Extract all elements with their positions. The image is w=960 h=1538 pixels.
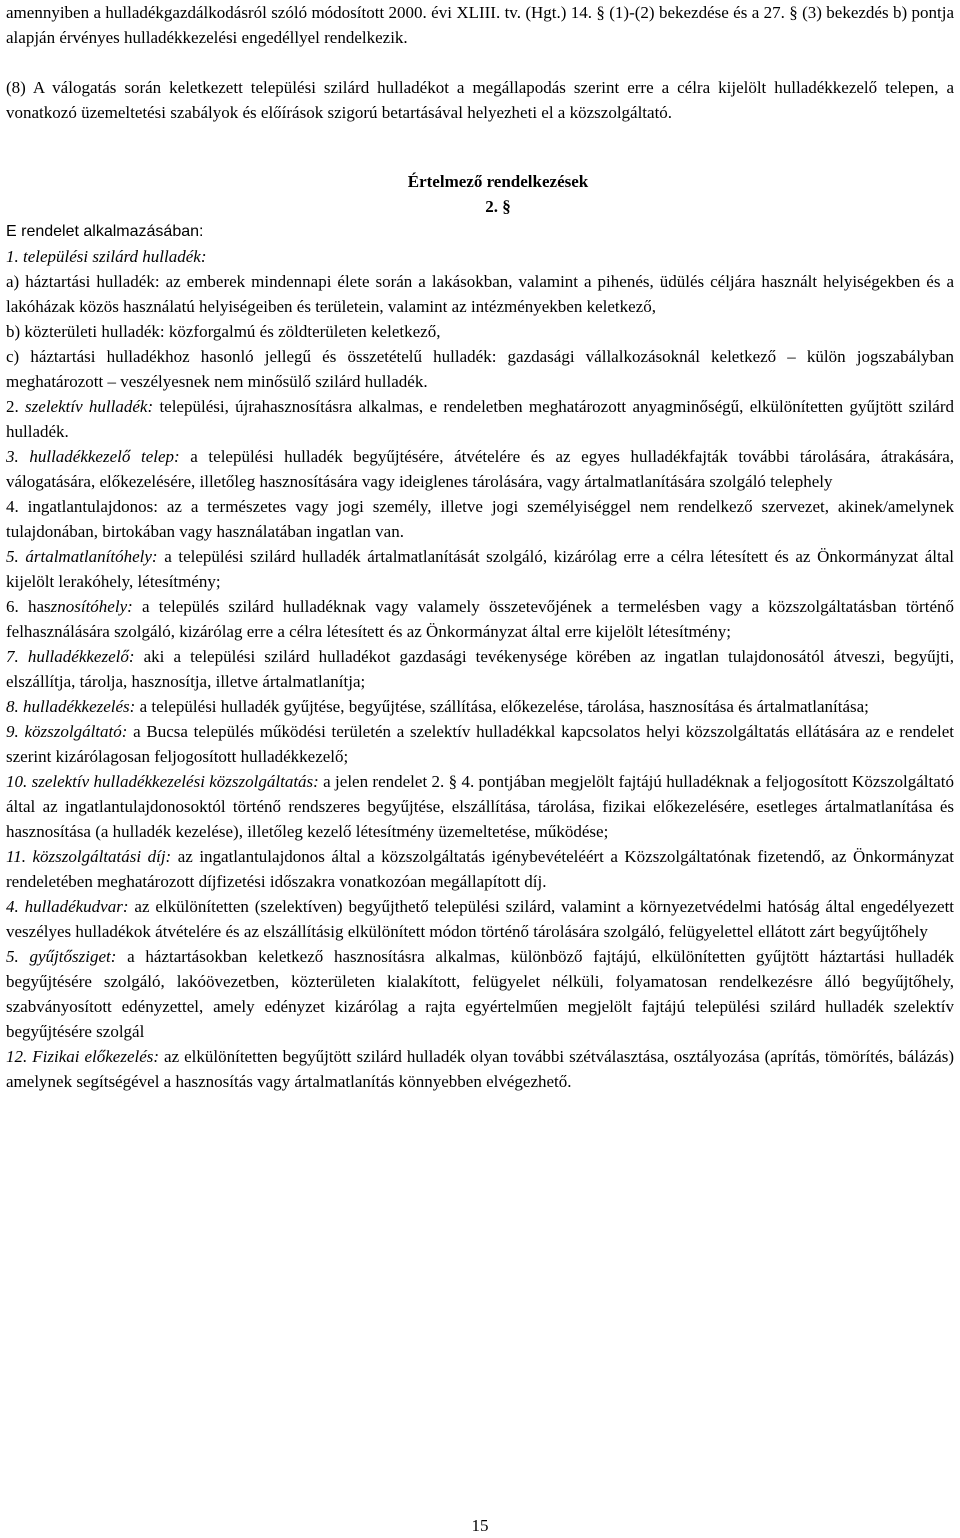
definition-1 <box>6 244 954 269</box>
definition-8 <box>6 694 954 719</box>
definition-hulladekudvar <box>6 894 954 944</box>
definition-number: 10. <box>6 772 28 791</box>
definition-text: a Bucsa település működési területén a szelektív hulladékkal kapcsolatos helyi közszolgáltatás ellátására az e rendelet szerint kizárólagosan feljogosított hulladékkezelő; <box>6 722 954 766</box>
definition-text: az elkülönítetten (szelektíven) begyűjthető települési szilárd, valamint a környezetvédelmi hatóság által engedélyezett veszélyes hulladékok átvételére és az elszállításig elkülönített módon történő tárolására szolgáló, felügyelettel ellátott zárt begyűjtőhely <box>6 897 955 941</box>
definition-number: 7. <box>6 647 19 666</box>
definition-number: 1. <box>6 247 19 266</box>
definition-number: 2. <box>6 397 19 416</box>
intro-line: E rendelet alkalmazásában: <box>6 223 204 240</box>
section-number: 2. § <box>485 197 511 216</box>
page-number: 15 <box>471 1516 489 1535</box>
definition-term: Fizikai előkezelés: <box>27 1047 160 1066</box>
definition-text: a települési hulladék gyűjtése, begyűjtése, szállítása, előkezelése, tárolása, hasznosítása és ártalmatlanítása; <box>135 697 869 716</box>
definition-text: a jelen rendelet 2. § 4. pontjában megjelölt fajtájú hulladéknak a feljogosított Közszolgáltató által az ingatlantulajdonosoktól történő rendszeres begyűjtése, elszállítása, tárolása, fizikai előkezelésére, esetleges ártalmatlanítása és hasznosítása (a hulladék kezelése), illetőleg kezelő létesítmény üzemeltetése, működése; <box>6 772 955 841</box>
definition-text: aki a települési szilárd hulladékot gazdasági tevékenysége körében az ingatlan tulajdonosától átveszi, begyűjti, elszállítja, tárolja, hasznosítja, illetve ártalmatlanítja; <box>6 647 954 691</box>
definition-text: az ingatlantulajdonos által a közszolgáltatás igénybevételéért a Közszolgáltatónak fizetendő, az Önkormányzat rendeletében meghatározott díjfizetési időszakra vonatkozóan megállapított díj. <box>6 847 955 891</box>
definition-text: a település szilárd hulladéknak vagy valamely összetevőjének a termelésben vagy a közszolgáltatásban történő felhasználására szolgáló, kizárólag erre a célra létesített és az Önkormányzat által erre kijelölt létesítmény; <box>6 597 954 641</box>
definition-7 <box>6 644 954 694</box>
definition-text: a települési szilárd hulladék ártalmatlanítását szolgáló, kizárólag erre a célra létesített és az Önkormányzat által kijelölt lerakóhely, létesítmény; <box>6 547 954 591</box>
definition-11 <box>6 844 954 894</box>
paragraph-8: (8) A válogatás során keletkezett települési szilárd hulladékot a megállapodás szerint erre a célra kijelölt hulladékkezelő telepen, a vonatkozó üzemeltetési szabályok és előírások szigorú betartásával helyezheti el a közszolgáltató. <box>6 78 954 122</box>
definition-12 <box>6 1044 954 1094</box>
definition-term: ártalmatlanítóhely: <box>18 547 158 566</box>
definition-number: 5. <box>6 947 19 966</box>
section-title: Értelmező rendelkezések <box>407 172 589 191</box>
document-page <box>6 0 954 1094</box>
definition-4: 4. ingatlantulajdonos: az a természetes vagy jogi személy, illetve jogi személyiséggel nem rendelkező szervezet, akinek/amelynek tulajdonában, birtokában vagy használatában ingatlan van. <box>6 497 954 541</box>
definition-term: szelektív hulladékkezelési közszolgáltatás: <box>27 772 319 791</box>
definition-term: hulladékkezelő: <box>18 647 135 666</box>
definition-term: hulladékkezelő telep: <box>18 447 180 466</box>
definition-6 <box>6 594 954 644</box>
definition-number: 8. <box>6 697 19 716</box>
definition-term: znosítóhely: <box>50 597 133 616</box>
definition-number: 11. <box>6 847 26 866</box>
definition-term: közszolgáltató: <box>18 722 128 741</box>
definition-2 <box>6 394 954 444</box>
definition-text: az elkülönítetten begyűjtött szilárd hulladék olyan további szétválasztása, osztályozása (aprítás, tömörítés, bálázás) amelynek segítségével a hasznosítás vagy ártalmatlanítás könnyebben elvégezhető. <box>6 1047 954 1091</box>
definition-1b: b) közterületi hulladék: közforgalmú és zöldterületen keletkező, <box>6 322 441 341</box>
definition-5 <box>6 544 954 594</box>
spacer <box>6 125 954 169</box>
definition-number: 9. <box>6 722 19 741</box>
definition-number: 6. has <box>6 597 51 616</box>
definition-term: hulladékudvar: <box>18 897 129 916</box>
spacer <box>6 50 954 75</box>
definition-term: szelektív hulladék: <box>18 397 154 416</box>
definition-term: közszolgáltatási díj: <box>26 847 172 866</box>
definition-3 <box>6 444 954 494</box>
definition-term: hulladékkezelés: <box>18 697 136 716</box>
definition-term: gyűjtősziget: <box>18 947 117 966</box>
definition-1a: a) háztartási hulladék: az emberek mindennapi élete során a lakásokban, valamint a pihenés, üdülés céljára használt helyiségekben és a lakóházak közös használatú helyiségeiben és területein, valamint az intézményekben keletkező, <box>6 272 954 316</box>
definition-1c: c) háztartási hulladékhoz hasonló jellegű és összetételű hulladék: gazdasági vállalkozásoknál keletkező – külön jogszabályban meghatározott – veszélyesnek nem minősülő szilárd hulladék. <box>6 347 954 391</box>
definition-text: a települési hulladék begyűjtésére, átvételére és az egyes hulladékfajták további tárolására, átrakására, válogatására, előkezelésére, illetőleg hasznosítására vagy ideiglenes tárolására, vagy ártalmatlanítására szolgáló telephely <box>6 447 954 491</box>
definition-term: települési szilárd hulladék: <box>18 247 207 266</box>
definition-number: 12. <box>6 1047 28 1066</box>
definition-number: 4. <box>6 897 19 916</box>
definition-9 <box>6 719 954 769</box>
top-paragraph: amennyiben a hulladékgazdálkodásról szóló módosított 2000. évi XLIII. tv. (Hgt.) 14. § (1)-(2) bekezdése és a 27. § (3) bekezdés b) pontja alapján érvényes hulladékkezelési engedéllyel rendelkezik. <box>6 3 954 47</box>
definition-text: a háztartásokban keletkező hasznosításra alkalmas, különböző fajtájú, elkülönítetten gyűjtött háztartási hulladék begyűjtésére szolgáló, lakóövezetben, közterületen kialakított, felügyelet nélküli, folyamatosan rendelkezésre álló begyűjtőhely, szabványosított edényzettel, amely edényzet kizárólag a rajta egyértelműen megjelölt fajtájú települési szilárd hulladék szelektív begyűjtésére szolgál <box>6 947 954 1041</box>
definition-10 <box>6 769 954 844</box>
definition-number: 5. <box>6 547 19 566</box>
definition-text: települési, újrahasznosításra alkalmas, e rendeletben meghatározott anyagminőségű, elkülönítetten gyűjtött szilárd hulladék. <box>6 397 954 441</box>
definition-number: 3. <box>6 447 19 466</box>
definition-gyujtosziget <box>6 944 954 1044</box>
